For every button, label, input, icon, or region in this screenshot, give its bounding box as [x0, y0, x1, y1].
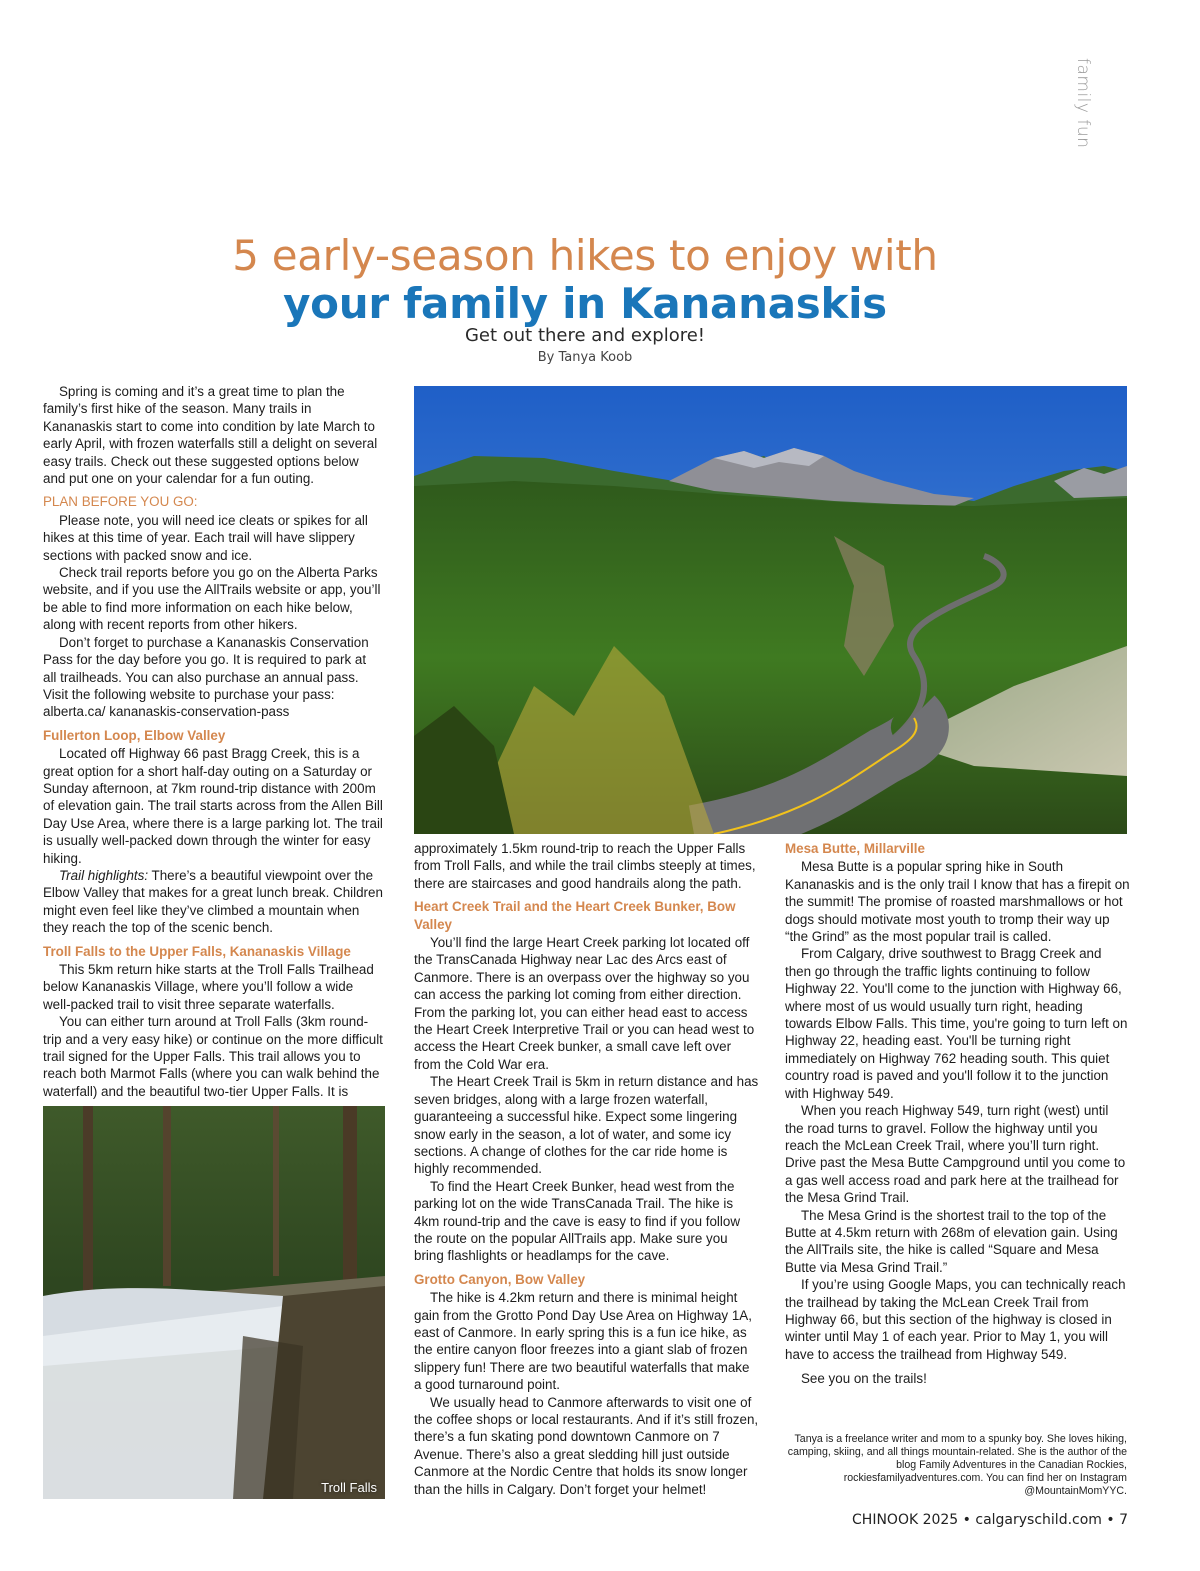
plan-paragraph: Don’t forget to purchase a Kananaskis Conservation Pass for the day before you go. It is required to park at all trailheads. You can also purchase an annual pass. Visit the following website to purchase your pass: alberta.ca/ kananaskis-conservation-pass — [43, 634, 369, 720]
article-title-line2: your family in Kananaskis — [283, 279, 887, 328]
heart-paragraph: The Heart Creek Trail is 5km in return distance and has seven bridges, along with a large frozen waterfall, guaranteeing a successful hike. Expect some lingering snow early in the season, a lot of water, and some icy sections. A change of clothes for the car ride home is highly recommended. — [414, 1074, 759, 1177]
column-1 — [43, 383, 383, 1100]
plan-paragraph: Check trail reports before you go on the Alberta Parks website, and if you use the AllTrails website or app, you’ll be able to find more information on each hike below, along with recent reports from other hikers. — [43, 565, 381, 633]
grotto-paragraph: The hike is 4.2km return and there is minimal height gain from the Grotto Pond Day Use Area on Highway 1A, east of Canmore. In early spring this is a fun ice hike, as the entire canyon floor freezes into a giant slab of frozen slippery fun! There are two beautiful waterfalls that make a good turnaround point. — [414, 1290, 752, 1393]
article-subtitle: Get out there and explore! — [464, 325, 706, 346]
plan-heading: PLAN BEFORE YOU GO: — [43, 494, 198, 510]
heart-paragraph: You’ll find the large Heart Creek parking lot located off the TransCanada Highway near Lac des Arcs east of Canmore. There is an overpass over the highway so you can access the parking lot coming from either direction. From the parking lot, you can either head east to access the Heart Creek Interpretive Trail or you can head west to access the Heart Creek bunker, a small cave left over from the Cold War era. — [414, 935, 755, 1072]
troll-paragraph: This 5km return hike starts at the Troll Falls Trailhead below Kananaskis Village, where you’ll follow a wide well-packed trail to visit three separate waterfalls. — [43, 962, 374, 1012]
troll-continuation: approximately 1.5km round-trip to reach the Upper Falls from Troll Falls, and while the trail climbs steeply at times, there are staircases and good handrails along the path. — [414, 841, 756, 891]
fullerton-highlights — [43, 867, 383, 937]
author-bio: Tanya is a freelance writer and mom to a spunky boy. She loves hiking, camping, skiing, and all things mountain-related. She is the author of the blog Family Adventures in the Canadian Rockies, rockiesfamilyadventures.com. You can find her on Instagram @MountainMomYYC. — [787, 1433, 1127, 1497]
highlights-text: There’s a beautiful viewpoint over the Elbow Valley that makes for a great lunch break. Children might even feel like they’ve climbed a mountain when they reach the top of the scenic bench. — [43, 867, 383, 936]
heart-creek-heading: Heart Creek Trail and the Heart Creek Bunker, Bow Valley — [414, 899, 736, 932]
fullerton-heading: Fullerton Loop, Elbow Valley — [43, 727, 226, 743]
troll-paragraph: You can either turn around at Troll Falls (3km round-trip and a very easy hike) or continue on the more difficult trail signed for the Upper Falls. This trail allows you to reach both Marmot Falls (where you can walk behind the waterfall) and the beautiful two-tier Upper Falls. It is — [43, 1014, 383, 1099]
mesa-heading: Mesa Butte, Millarville — [785, 841, 925, 856]
section-tag: family fun — [1073, 58, 1093, 149]
mountain-road-photo — [414, 386, 1127, 834]
waterfall-image — [43, 1106, 385, 1499]
column-3 — [785, 840, 1130, 1388]
plan-paragraph: Please note, you will need ice cleats or spikes for all hikes at this time of year. Each trail will have slippery sections with packed snow and ice. — [43, 512, 368, 563]
column-2 — [414, 840, 759, 1498]
intro-paragraph: Spring is coming and it’s a great time to plan the family’s first hike of the season. Many trails in Kananaskis start to come into condition by late March to early April, with frozen waterfalls still a delight on several easy trails. Check out these suggested options below and put one on your calendar for a fun outing. — [43, 384, 378, 487]
fullerton-paragraph: Located off Highway 66 past Bragg Creek, this is a great option for a short half-day outing on a Saturday or Sunday afternoon, at 7km round-trip distance with 200m of elevation gain. The trail starts across from the Allen Bill Day Use Area, where there is a large parking lot. The trail is usually well-packed down through the winter for easy hiking. — [43, 746, 383, 866]
mesa-paragraph: If you’re using Google Maps, you can technically reach the trailhead by taking the McLean Creek Trail from Highway 66, but this section of the highway is closed in winter until May 1 of each year. Prior to May 1, you will have to access the trailhead from Highway 549. — [785, 1277, 1126, 1362]
heart-paragraph: To find the Heart Creek Bunker, head west from the parking lot on the wide TransCanada Trail. The hike is 4km round-trip and the cave is easy to find if you follow the route on the popular AllTrails app. Make sure you bring flashlights or headlamps for the cave. — [414, 1178, 741, 1264]
byline: By Tanya Koob — [537, 350, 633, 365]
photo-caption: Troll Falls — [321, 1480, 377, 1495]
troll-falls-photo — [43, 1106, 385, 1499]
troll-heading: Troll Falls to the Upper Falls, Kananaskis Village — [43, 943, 351, 959]
mesa-paragraph: Mesa Butte is a popular spring hike in South Kananaskis and is the only trail I know that has a firepit on the summit! The promise of roasted marshmallows or hot dogs should motivate most youth to tromp their way up “the Grind” as the most popular trail is called. — [785, 859, 1130, 945]
highlights-label: Trail highlights: — [59, 867, 149, 883]
mesa-paragraph: From Calgary, drive southwest to Bragg Creek and then go through the traffic lights continuing to follow Highway 22. You'll come to the junction with Highway 66, where most of us would usually turn right, heading towards Elbow Falls. This time, you're going to turn left on Highway 22, heading east. You'll be turning right immediately on Highway 762 heading south. This quiet country road is paved and you'll follow it to the junction with Highway 549. — [785, 946, 1128, 1101]
grotto-heading: Grotto Canyon, Bow Valley — [414, 1271, 586, 1287]
mesa-paragraph: The Mesa Grind is the shortest trail to the top of the Butte at 4.5km return with 268m of elevation gain. Using the AllTrails site, the hike is called “Square and Mesa Butte via Mesa Grind Trail.” — [785, 1207, 1118, 1275]
page-footer: CHINOOK 2025 • calgaryschild.com • 7 — [852, 1512, 1128, 1528]
grotto-paragraph: We usually head to Canmore afterwards to visit one of the coffee shops or local restaurants. And if it’s still frozen, there’s a fun skating pond downtown Canmore on 7 Avenue. There’s also a great sledding hill just outside Canmore at the Nordic Centre that holds its snow longer than the hills in Calgary. Don’t forget your helmet! — [414, 1394, 759, 1497]
article-title-line1: 5 early-season hikes to enjoy with — [232, 231, 938, 280]
closing-line: See you on the trails! — [801, 1371, 927, 1387]
mesa-paragraph: When you reach Highway 549, turn right (west) until the road turns to gravel. Follow the highway until you reach the McLean Creek Trail, where you’ll turn right. Drive past the Mesa Butte Campground until you come to a gas well access road and park here at the trailhead for the Mesa Grind Trail. — [785, 1103, 1126, 1206]
